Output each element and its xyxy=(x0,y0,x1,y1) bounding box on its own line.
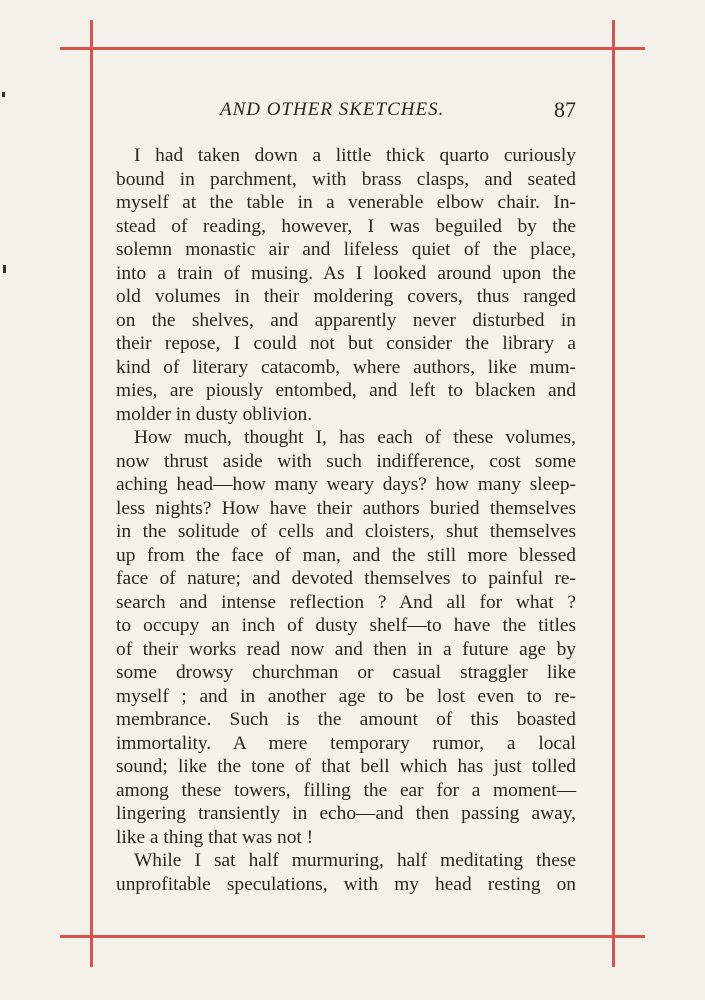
text-line: on the shelves, and apparently never disturbed in xyxy=(116,309,576,331)
body-text xyxy=(116,144,576,896)
border-rule-top xyxy=(60,47,645,50)
text-line: less nights? How have their authors buried themselves xyxy=(116,497,576,519)
paragraph xyxy=(116,849,576,896)
text-line: stead of reading, however, I was beguiled by the xyxy=(116,215,576,237)
text-line: mies, are piously entombed, and left to blacken and xyxy=(116,380,576,401)
page-number: 87 xyxy=(554,97,576,122)
text-line: bound in parchment, with brass clasps, and seated xyxy=(116,168,576,190)
text-line: immortality. A mere temporary rumor, a local xyxy=(116,732,576,754)
text-line: old volumes in their moldering covers, thus ranged xyxy=(116,286,576,307)
border-rule-bottom xyxy=(60,935,645,938)
text-line: in the solitude of cells and cloisters, shut themselves xyxy=(116,521,576,542)
text-line: to occupy an inch of dusty shelf—to have the titles xyxy=(116,615,576,636)
text-line: unprofitable speculations, with my head resting on xyxy=(116,873,576,895)
page-header xyxy=(116,97,576,127)
text-line: solemn monastic air and lifeless quiet of the place, xyxy=(116,239,576,260)
text-line: lingering transiently in echo—and then passing away, xyxy=(116,803,576,824)
text-line: membrance. Such is the amount of this boasted xyxy=(116,709,576,730)
text-line: face of nature; and devoted themselves to painful re- xyxy=(116,568,576,589)
paragraph xyxy=(116,426,576,849)
border-rule-left xyxy=(90,20,93,967)
text-line: aching head—how many weary days? how many sleep- xyxy=(116,474,576,495)
text-line: myself ; and in another age to be lost even to re- xyxy=(116,685,576,707)
margin-mark xyxy=(3,265,6,273)
text-line: now thrust aside with such indifference, cost some xyxy=(116,450,576,472)
text-line: search and intense reflection ? And all for what ? xyxy=(116,591,576,613)
text-line: among these towers, filling the ear for a moment— xyxy=(116,779,576,801)
text-line: some drowsy churchman or casual straggler like xyxy=(116,662,576,683)
text-line: myself at the table in a venerable elbow chair. In- xyxy=(116,192,576,213)
text-line: While I sat half murmuring, half meditating these xyxy=(134,850,576,871)
text-line: up from the face of man, and the still more blessed xyxy=(116,544,576,566)
paragraph xyxy=(116,144,576,426)
margin-mark xyxy=(2,92,5,97)
text-line: into a train of musing. As I looked around upon the xyxy=(116,262,576,284)
text-line: kind of literary catacomb, where authors, like mum- xyxy=(116,356,576,378)
running-head: AND OTHER SKETCHES. xyxy=(220,99,445,120)
text-line: I had taken down a little thick quarto curiously xyxy=(134,145,576,166)
text-line: molder in dusty oblivion. xyxy=(116,403,313,425)
text-line: their repose, I could not but consider the library a xyxy=(116,333,576,354)
text-line: of their works read now and then in a future age by xyxy=(116,638,576,660)
border-rule-right xyxy=(612,20,615,967)
text-line: sound; like the tone of that bell which has just tolled xyxy=(116,756,576,777)
text-line: like a thing that was not ! xyxy=(116,826,314,848)
text-line: How much, thought I, has each of these volumes, xyxy=(134,427,576,448)
